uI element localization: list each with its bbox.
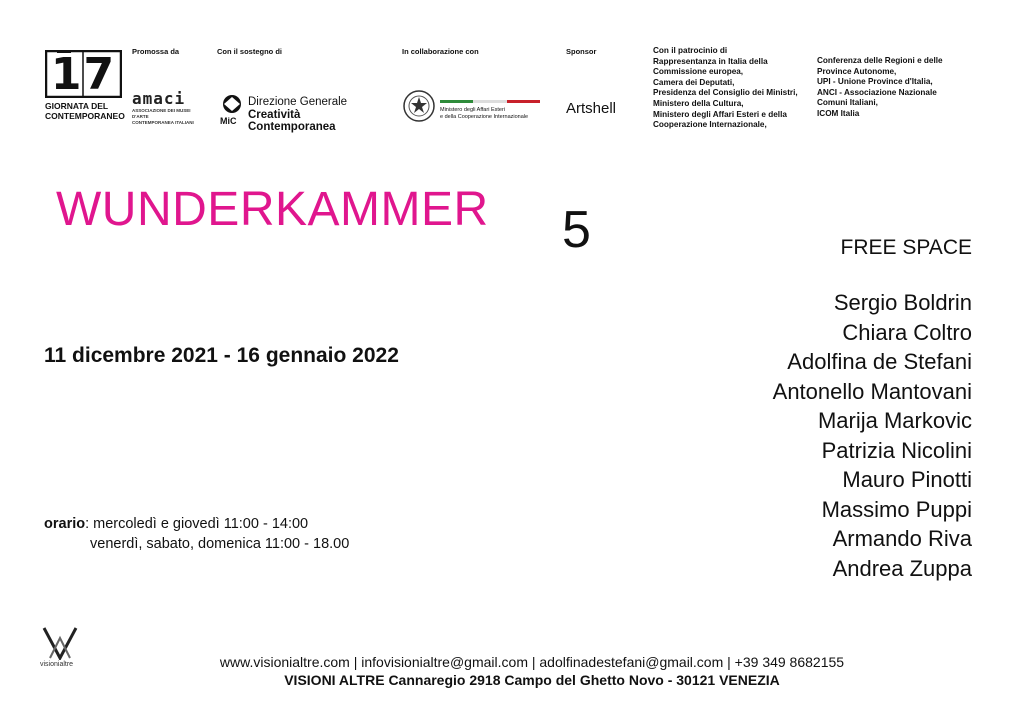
giornata-contemporaneo-logo bbox=[45, 48, 125, 124]
exhibition-title: WUNDERKAMMER bbox=[56, 183, 489, 236]
amaci-logo bbox=[132, 90, 204, 124]
opening-hours bbox=[44, 514, 349, 554]
contacts-line: www.visionialtre.com | infovisionialtre@gmail.com | adolfinadestefani@gmail.com | +39 349 8682155 bbox=[219, 654, 845, 670]
artist-name: Andrea Zuppa bbox=[832, 555, 972, 581]
patrocinio-line: Ministero della Cultura, bbox=[653, 98, 744, 108]
logo-caption-line2: CONTEMPORANEO bbox=[45, 111, 125, 121]
hours-line1 bbox=[44, 514, 349, 534]
amaci-sub1: ASSOCIAZIONE DEI MUSEI D'ARTE bbox=[132, 108, 191, 119]
artist-name: Massimo Puppi bbox=[821, 496, 972, 522]
maeci-text bbox=[440, 107, 528, 121]
hours-days1: : mercoledì e giovedì 11:00 - 14:00 bbox=[85, 516, 309, 532]
artist-name: Antonello Mantovani bbox=[772, 378, 972, 404]
conferenza-line: UPI - Unione Province d'Italia, bbox=[817, 77, 933, 87]
hours-line2: venerdì, sabato, domenica 11:00 - 18.00 bbox=[90, 536, 350, 552]
patrocinio-line: Commissione europea, bbox=[653, 67, 744, 77]
free-space-heading: FREE SPACE bbox=[840, 236, 972, 259]
artshell-logo: Artshell bbox=[566, 100, 617, 117]
artist-name: Sergio Boldrin bbox=[833, 290, 972, 315]
exhibition-edition-number: 5 bbox=[562, 201, 591, 259]
republic-emblem-icon bbox=[402, 88, 436, 124]
patrocinio-line: Presidenza del Consiglio dei Ministri, bbox=[653, 88, 798, 98]
conferenza-line: Conferenza delle Regioni e delle bbox=[817, 56, 943, 65]
patrocinio-line: Rappresentanza in Italia della bbox=[653, 56, 768, 66]
patrocinio-line: Camera dei Deputati, bbox=[653, 77, 735, 87]
mic-logo bbox=[218, 92, 378, 133]
artist-name: Patrizia Nicolini bbox=[821, 437, 972, 463]
logo-caption bbox=[45, 101, 125, 121]
label-promossa: Promossa da bbox=[132, 47, 180, 56]
amaci-sub2: CONTEMPORANEA ITALIANI bbox=[132, 120, 194, 125]
address-line: VISIONI ALTRE Cannaregio 2918 Campo del Ghetto Novo - 30121 VENEZIA bbox=[284, 672, 780, 688]
conferenza-line: Province Autonome, bbox=[817, 66, 897, 76]
mic-emblem-icon bbox=[218, 92, 246, 126]
artist-name: Marija Markovic bbox=[817, 408, 972, 433]
maeci-logo bbox=[402, 88, 542, 126]
patrocinio-list bbox=[653, 46, 818, 131]
patrocinio-line: Con il patrocinio di bbox=[653, 46, 728, 55]
artist-name: Mauro Pinotti bbox=[842, 467, 972, 492]
logo-number: 17 bbox=[50, 48, 117, 100]
amaci-wordmark: amaci bbox=[132, 89, 186, 108]
exhibition-dates: 11 dicembre 2021 - 16 gennaio 2022 bbox=[44, 344, 399, 367]
conferenza-line: Comuni Italiani, bbox=[817, 98, 878, 108]
conferenza-list bbox=[817, 56, 987, 120]
artist-list bbox=[773, 288, 972, 583]
artist-name: Chiara Coltro bbox=[842, 319, 972, 345]
maeci-line2: e della Cooperazione Internazionale bbox=[440, 114, 529, 120]
svg-text:MiC: MiC bbox=[220, 116, 237, 126]
visionialtre-caption: visionialtre bbox=[40, 661, 74, 668]
artist-name: Adolfina de Stefani bbox=[787, 349, 972, 374]
hours-label: orario bbox=[44, 516, 86, 532]
label-collaborazione: In collaborazione con bbox=[402, 47, 479, 56]
label-sostegno: Con il sostegno di bbox=[217, 47, 282, 56]
mic-line1: Direzione Generale bbox=[248, 96, 348, 108]
label-sponsor: Sponsor bbox=[566, 47, 597, 56]
conferenza-line: ANCI - Associazione Nazionale bbox=[817, 87, 937, 97]
maeci-line1: Ministero degli Affari Esteri bbox=[440, 107, 506, 113]
conferenza-line: ICOM Italia bbox=[817, 108, 860, 118]
patrocinio-line: Cooperazione Internazionale, bbox=[653, 120, 767, 130]
artist-name: Armando Riva bbox=[832, 526, 972, 551]
logo-caption-line1: GIORNATA DEL bbox=[45, 101, 109, 111]
patrocinio-line: Ministero degli Affari Esteri e della bbox=[653, 109, 787, 119]
italian-flag-stripe-icon bbox=[440, 100, 540, 104]
mic-line2: Creatività Contemporanea bbox=[248, 109, 336, 133]
